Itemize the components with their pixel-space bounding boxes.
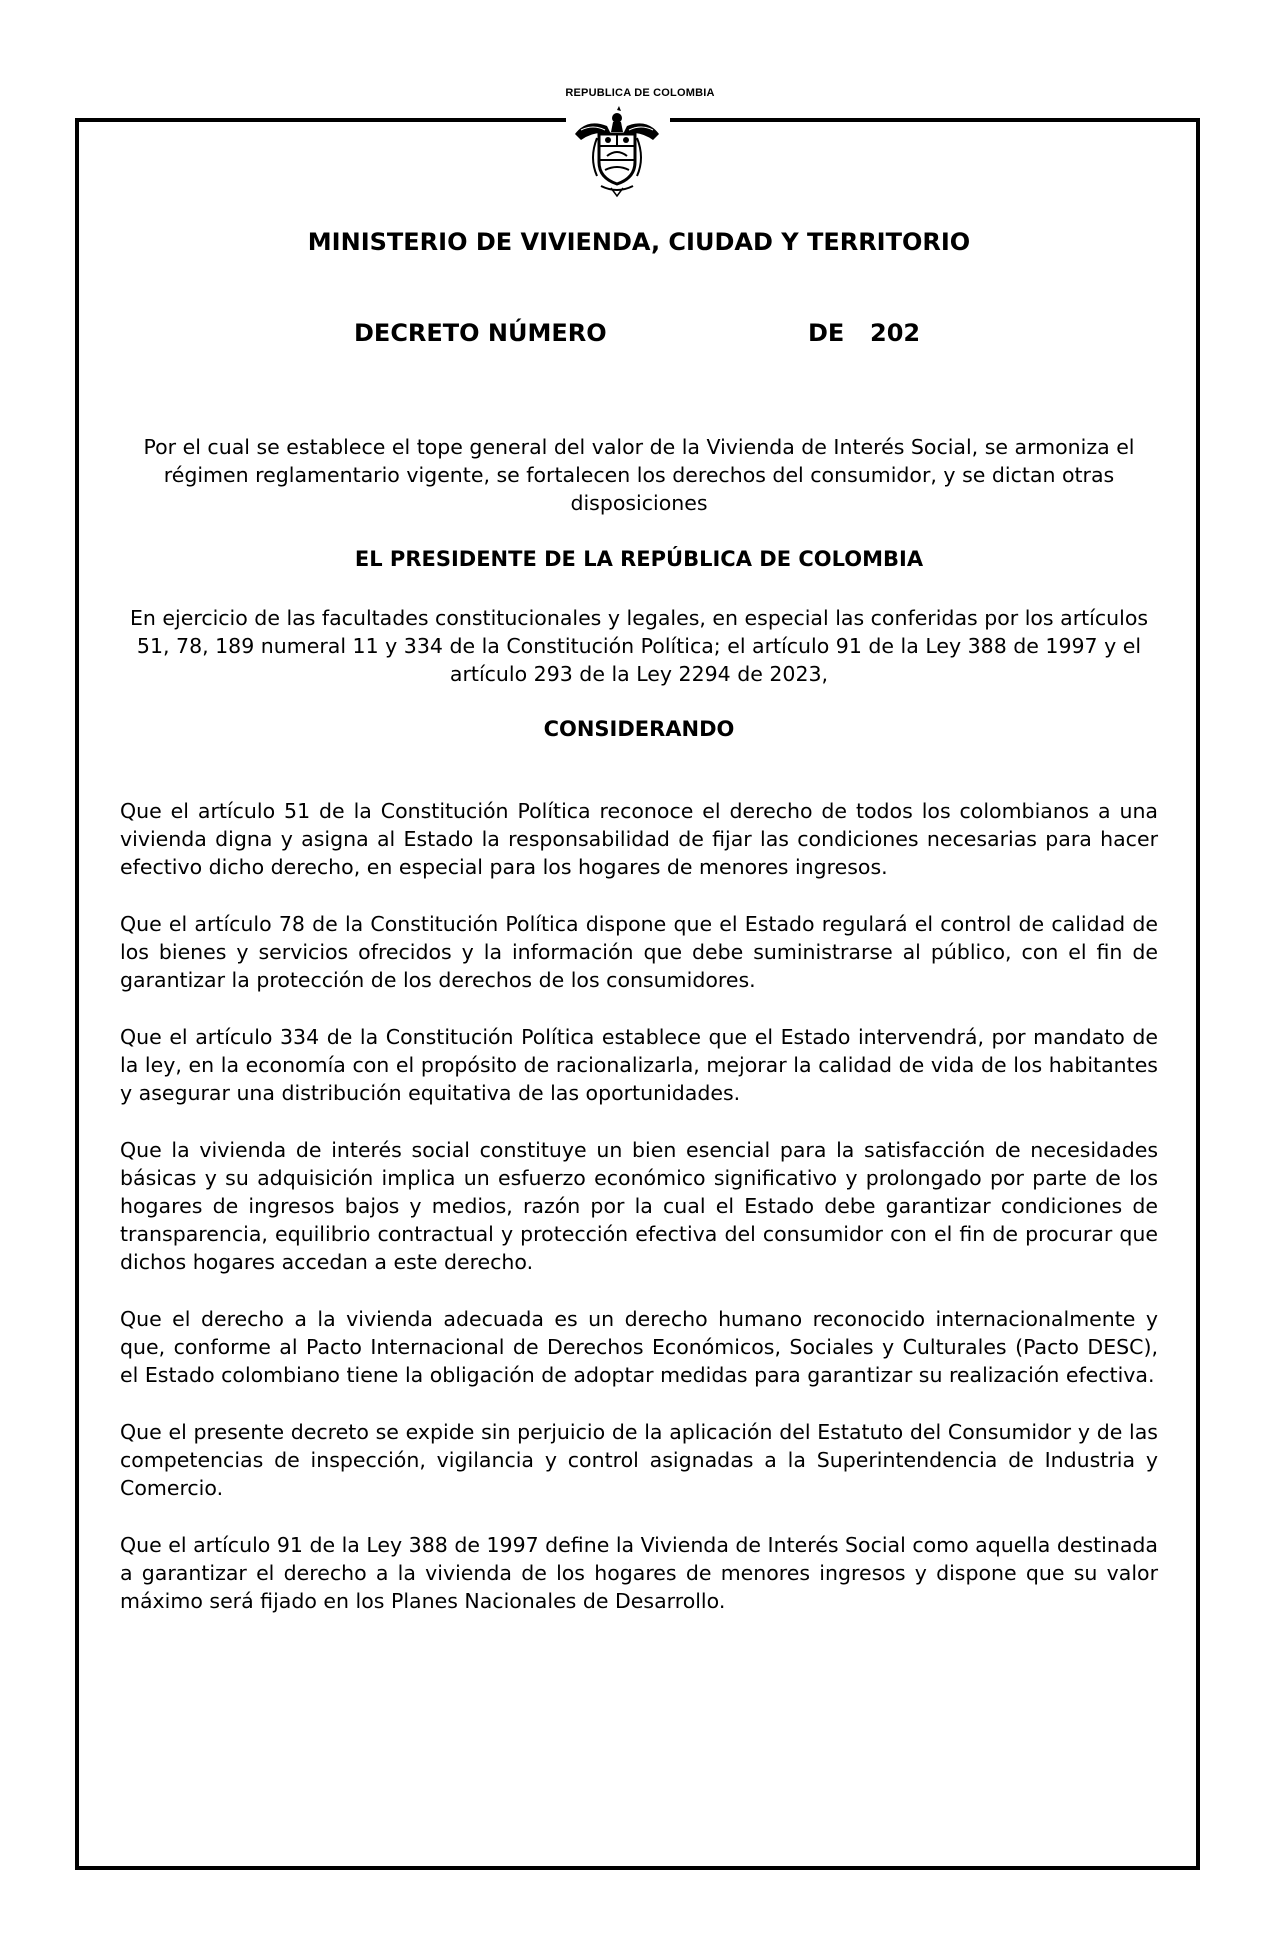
consideration-paragraph: Que el artículo 78 de la Constitución Política dispone que el Estado regulará el control de calidad de los bienes y servicios ofrecidos y la información que debe suministrarse al público, con el fin de garantizar la protección de los derechos de los consumidores.	[120, 912, 1158, 992]
colombia-coat-of-arms-icon	[567, 104, 667, 198]
consideration-paragraph: Que el artículo 51 de la Constitución Política reconoce el derecho de todos los colombianos a una vivienda digna y asigna al Estado la responsabilidad de fijar las condiciones necesarias para hacer efectivo dicho derecho, en especial para los hogares de menores ingresos.	[120, 799, 1158, 879]
faculties-paragraph: En ejercicio de las facultades constitucionales y legales, en especial las conferidas por los artículos 51, 78, 189 numeral 11 y 334 de la Constitución Política; el artículo 91 de la Ley 388 de 1997 y el artículo 293 de la Ley 2294 de 2023,	[129, 606, 1149, 686]
considering-heading: CONSIDERANDO	[543, 717, 735, 741]
decree-purpose: Por el cual se establece el tope general del valor de la Vivienda de Interés Social, se armoniza el régimen reglamentario vigente, se fortalecen los derechos del consumidor, y se dictan otras disposiciones	[143, 435, 1135, 515]
decree-title	[120, 319, 1158, 351]
consideration-paragraph: Que el derecho a la vivienda adecuada es un derecho humano reconocido internacionalmente y que, conforme al Pacto Internacional de Derechos Económicos, Sociales y Culturales (Pacto DESC), el Estado colombiano tiene la obligación de adoptar medidas para garantizar su realización efectiva.	[120, 1307, 1158, 1387]
decree-year: 202	[870, 319, 921, 347]
consideration-paragraph: Que el artículo 91 de la Ley 388 de 1997 define la Vivienda de Interés Social como aquella destinada a garantizar el derecho a la vivienda de los hogares de menores ingresos y dispone que su valor máximo será fijado en los Planes Nacionales de Desarrollo.	[120, 1533, 1158, 1613]
president-heading: EL PRESIDENTE DE LA REPÚBLICA DE COLOMBIA	[354, 547, 924, 571]
consideration-paragraph: Que el artículo 334 de la Constitución Política establece que el Estado intervendrá, por mandato de la ley, en la economía con el propósito de racionalizarla, mejorar la calidad de vida de los habitantes y asegurar una distribución equitativa de las oportunidades.	[120, 1025, 1158, 1105]
decree-de-label: DE	[808, 319, 845, 347]
consideration-paragraph: Que el presente decreto se expide sin perjuicio de la aplicación del Estatuto del Consumidor y de las competencias de inspección, vigilancia y control asignadas a la Superintendencia de Industria y Comercio.	[120, 1420, 1158, 1500]
decree-number-label: DECRETO NÚMERO	[354, 319, 607, 347]
considerations-list	[120, 797, 1158, 1644]
ministry-title: MINISTERIO DE VIVIENDA, CIUDAD Y TERRITORIO	[307, 228, 971, 256]
consideration-paragraph: Que la vivienda de interés social constituye un bien esencial para la satisfacción de necesidades básicas y su adquisición implica un esfuerzo económico significativo y prolongado por parte de los hogares de ingresos bajos y medios, razón por la cual el Estado debe garantizar condiciones de transparencia, equilibrio contractual y protección efectiva del consumidor con el fin de procurar que dichos hogares accedan a este derecho.	[120, 1138, 1158, 1274]
republic-label: REPUBLICA DE COLOMBIA	[565, 87, 715, 99]
